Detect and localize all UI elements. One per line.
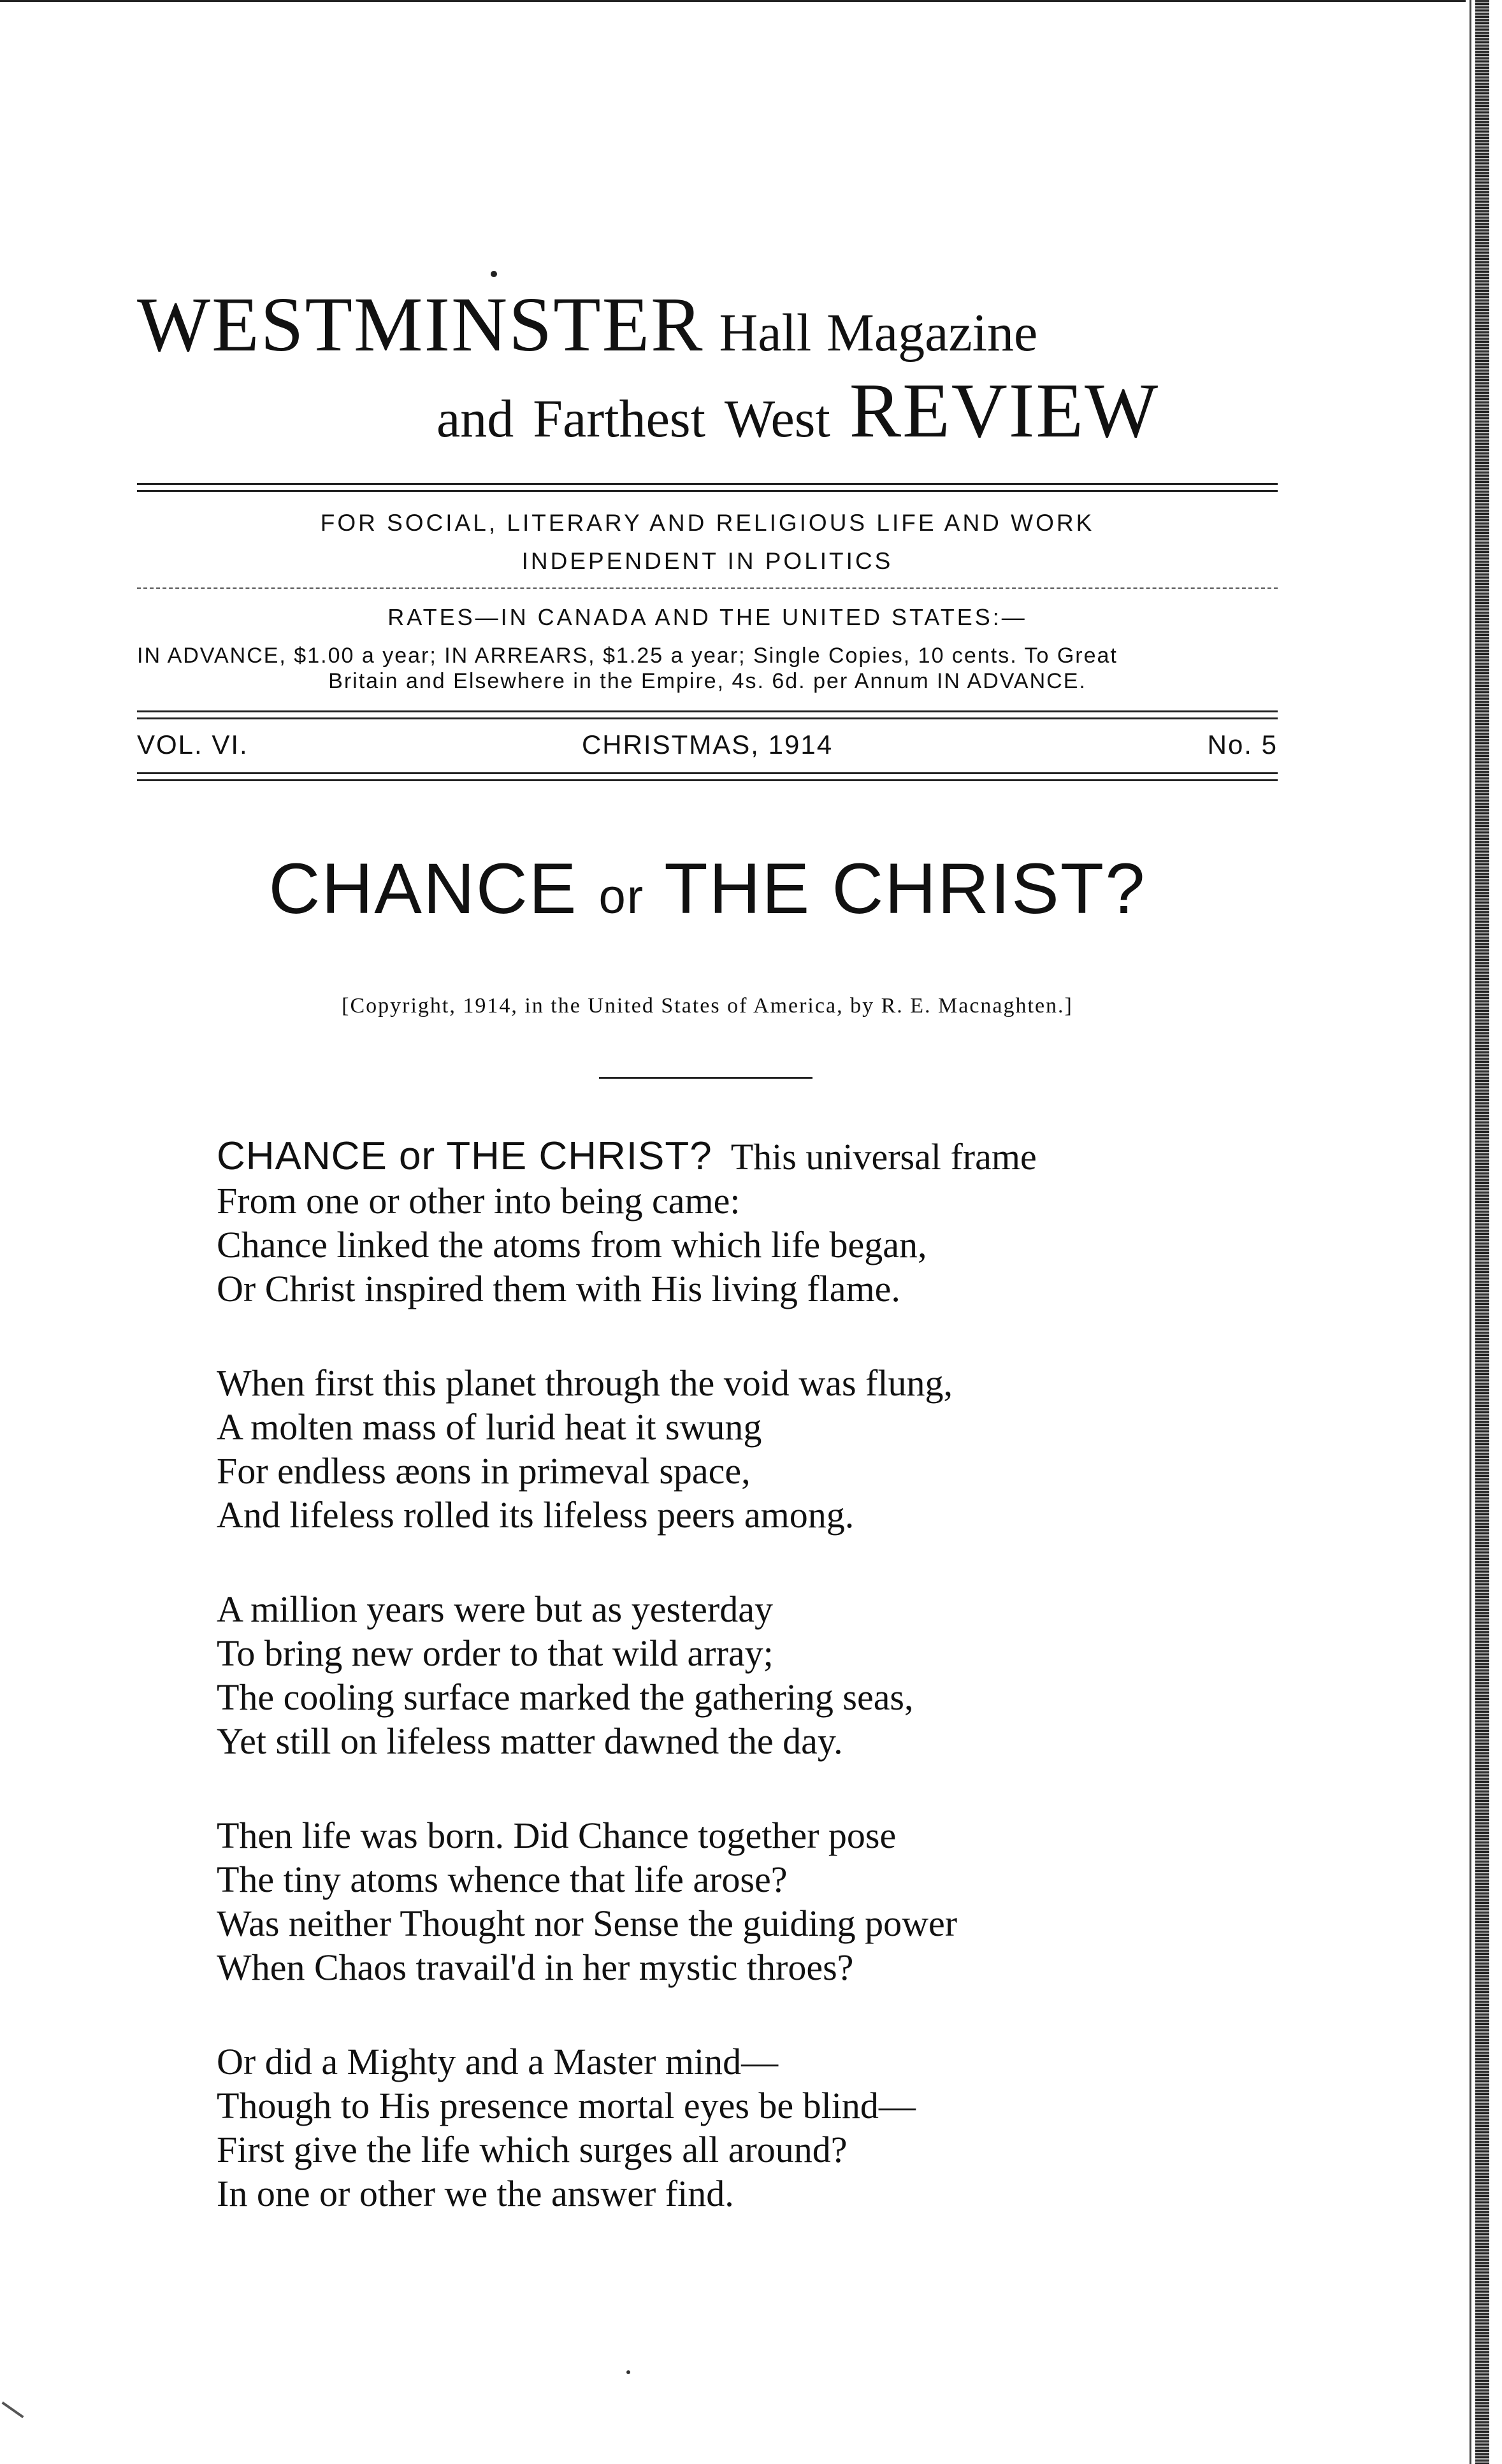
copyright-notice: [Copyright, 1914, in the United States of America, by R. E. Macnaghten.] <box>342 994 1073 1018</box>
issue-top-rule <box>137 710 1278 712</box>
scan-binding-line <box>1470 0 1471 2464</box>
poem-line: And lifeless rolled its lifeless peers among. <box>217 1494 855 1536</box>
poem-line <box>217 1134 1268 1179</box>
masthead-line-1 <box>137 280 1284 370</box>
poem-line: When Chaos travail'd in her mystic throes? <box>217 1947 854 1988</box>
masthead-hall: Hall <box>719 303 812 363</box>
masthead-farthest: Farthest <box>533 389 705 449</box>
poem-line: Chance linked the atoms from which life began, <box>217 1224 927 1265</box>
scan-binding-edge <box>1475 0 1489 2464</box>
poem-stanza <box>217 1361 1268 1537</box>
masthead-and: and <box>437 389 514 449</box>
poem-line: A million years were but as yesterday <box>217 1589 773 1630</box>
poem-line: A molten mass of lurid heat it swung <box>217 1406 762 1448</box>
title-separator-rule <box>599 1077 812 1079</box>
poem-line: The cooling surface marked the gathering seas, <box>217 1676 914 1718</box>
poem-line: Was neither Thought nor Sense the guiding power <box>217 1903 958 1944</box>
scan-corner-mark <box>1 2402 24 2418</box>
poem-line: Or Christ inspired them with His living flame. <box>217 1268 900 1309</box>
masthead-west: West <box>724 389 830 449</box>
poem-line: In one or other we the answer find. <box>217 2173 734 2214</box>
article-title-or: or <box>598 870 645 924</box>
poem-line: Then life was born. Did Chance together pose <box>217 1815 897 1856</box>
subtitle-line-2: INDEPENDENT IN POLITICS <box>521 548 893 574</box>
poem-line: First give the life which surges all around? <box>217 2129 848 2170</box>
scan-top-edge <box>0 0 1466 2</box>
subtitle-dashed-rule <box>137 587 1278 589</box>
subtitle-line-1: FOR SOCIAL, LITERARY AND RELIGIOUS LIFE AND WORK <box>320 510 1095 536</box>
poem-line: Or did a Mighty and a Master mind— <box>217 2041 779 2082</box>
poem-line: From one or other into being came: <box>217 1180 740 1221</box>
masthead-double-rule <box>137 483 1278 485</box>
rates-line-1: IN ADVANCE, $1.00 a year; IN ARREARS, $1.25 a year; Single Copies, 10 cents. To Great <box>137 644 1118 668</box>
page-bottom-mark <box>626 2370 630 2374</box>
masthead-dot <box>491 271 497 277</box>
poem-line: When first this planet through the void was flung, <box>217 1362 953 1404</box>
rates-line-2: Britain and Elsewhere in the Empire, 4s. 6d. per Annum IN ADVANCE. <box>328 669 1087 693</box>
poem-line: The tiny atoms whence that life arose? <box>217 1859 788 1900</box>
poem-stanza <box>217 1134 1268 1311</box>
poem <box>217 1134 1268 2266</box>
article-title-chance: CHANCE <box>268 849 578 928</box>
poem-line: For endless æons in primeval space, <box>217 1450 751 1492</box>
article-title <box>137 847 1278 930</box>
poem-stanza <box>217 1587 1268 1763</box>
issue-info-row <box>137 730 1278 768</box>
article-title-christ: THE CHRIST? <box>664 849 1146 928</box>
poem-line: To bring new order to that wild array; <box>217 1632 774 1674</box>
rates-heading: RATES—IN CANADA AND THE UNITED STATES:— <box>387 604 1027 630</box>
poem-stanza <box>217 1813 1268 1989</box>
masthead-magazine: Magazine <box>827 303 1038 363</box>
poem-line: Yet still on lifeless matter dawned the day. <box>217 1720 843 1762</box>
masthead-westminster: WESTMINSTER <box>137 282 704 368</box>
poem-line: Though to His presence mortal eyes be blind— <box>217 2085 916 2126</box>
issue-number: No. 5 <box>1207 730 1278 760</box>
issue-date: CHRISTMAS, 1914 <box>581 730 834 760</box>
volume-label: VOL. VI. <box>137 730 249 760</box>
masthead-review: REVIEW <box>849 368 1160 454</box>
poem-line-text: This universal frame <box>730 1136 1037 1178</box>
masthead-line-2 <box>437 366 1159 456</box>
poem-stanza <box>217 2040 1268 2215</box>
poem-opening-caps: CHANCE or THE CHRIST? <box>217 1134 712 1178</box>
issue-bottom-rule <box>137 772 1278 774</box>
